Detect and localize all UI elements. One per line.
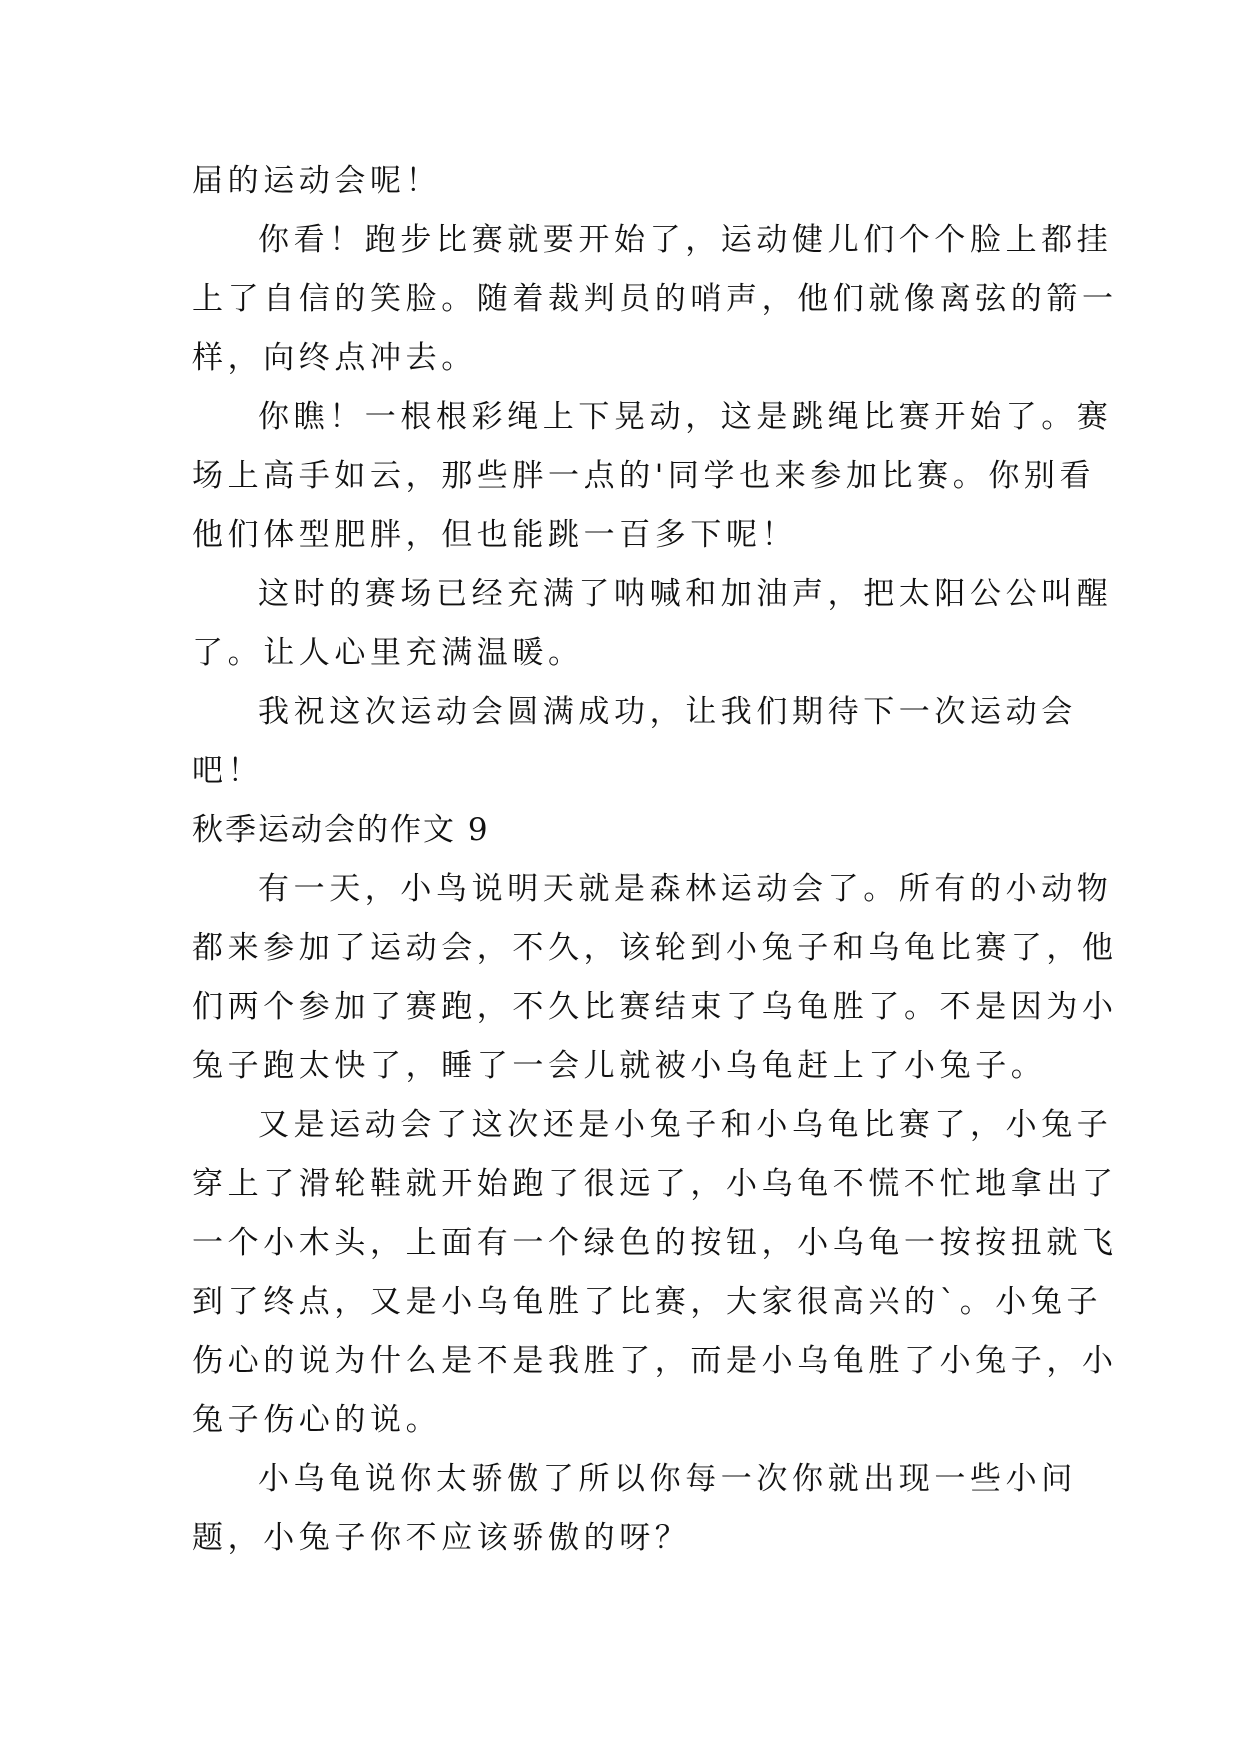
text-line: 兔子伤心的说。 [192,1402,442,1438]
paragraph-moral [192,1450,1077,1568]
text-line: 伤心的说为什么是不是我胜了，而是小乌龟胜了小兔子，小 [192,1343,1118,1379]
text-line: 上了自信的笑脸。随着裁判员的哨声，他们就像离弦的箭一 [192,281,1118,317]
text-line: 题，小兔子你不应该骄傲的呀？ [192,1520,691,1556]
text-line: 了。让人心里充满温暖。 [192,635,584,671]
text-line: 他们体型肥胖，但也能跳一百多下呢！ [192,517,798,553]
paragraph-rope-skipping [192,388,1113,565]
text-line: 届的运动会呢！ [192,163,442,199]
text-line: 吧！ [192,753,264,789]
text-line: 又是运动会了这次还是小兔子和小乌龟比赛了，小兔子 [258,1107,1113,1143]
text-line: 穿上了滑轮鞋就开始跑了很远了，小乌龟不慌不忙地拿出了 [192,1166,1118,1202]
paragraph-running-race [192,211,1118,388]
paragraph-continuation [192,152,1056,211]
paragraph-forest-games [192,860,1118,1096]
text-line: 小乌龟说你太骄傲了所以你每一次你就出现一些小问 [258,1461,1077,1497]
text-line: 到了终点，又是小乌龟胜了比赛，大家很高兴的`。小兔子 [192,1284,1103,1320]
text-line: 们两个参加了赛跑，不久比赛结束了乌龟胜了。不是因为小 [192,989,1118,1025]
text-line: 你瞧！一根根彩绳上下晃动，这是跳绳比赛开始了。赛 [258,399,1113,435]
text-line: 一个小木头，上面有一个绿色的按钮，小乌龟一按按扭就飞 [192,1225,1118,1261]
section-title: 秋季运动会的作文 9 [192,812,490,848]
document-page [192,152,1118,1568]
text-line: 你看！跑步比赛就要开始了，运动健儿们个个脸上都挂 [258,222,1113,258]
text-line: 这时的赛场已经充满了呐喊和加油声，把太阳公公叫醒 [258,576,1113,612]
text-line: 兔子跑太快了，睡了一会儿就被小乌龟赶上了小兔子。 [192,1048,1047,1084]
paragraph-wish [192,683,1077,801]
paragraph-cheering [192,565,1113,683]
text-line: 都来参加了运动会，不久，该轮到小兔子和乌龟比赛了，他 [192,930,1118,966]
text-line: 我祝这次运动会圆满成功，让我们期待下一次运动会 [258,694,1077,730]
text-line: 场上高手如云，那些胖一点的'同学也来参加比赛。你别看 [192,458,1096,494]
text-line: 样，向终点冲去。 [192,340,477,376]
paragraph-rematch [192,1096,1118,1450]
text-line: 有一天，小鸟说明天就是森林运动会了。所有的小动物 [258,871,1113,907]
